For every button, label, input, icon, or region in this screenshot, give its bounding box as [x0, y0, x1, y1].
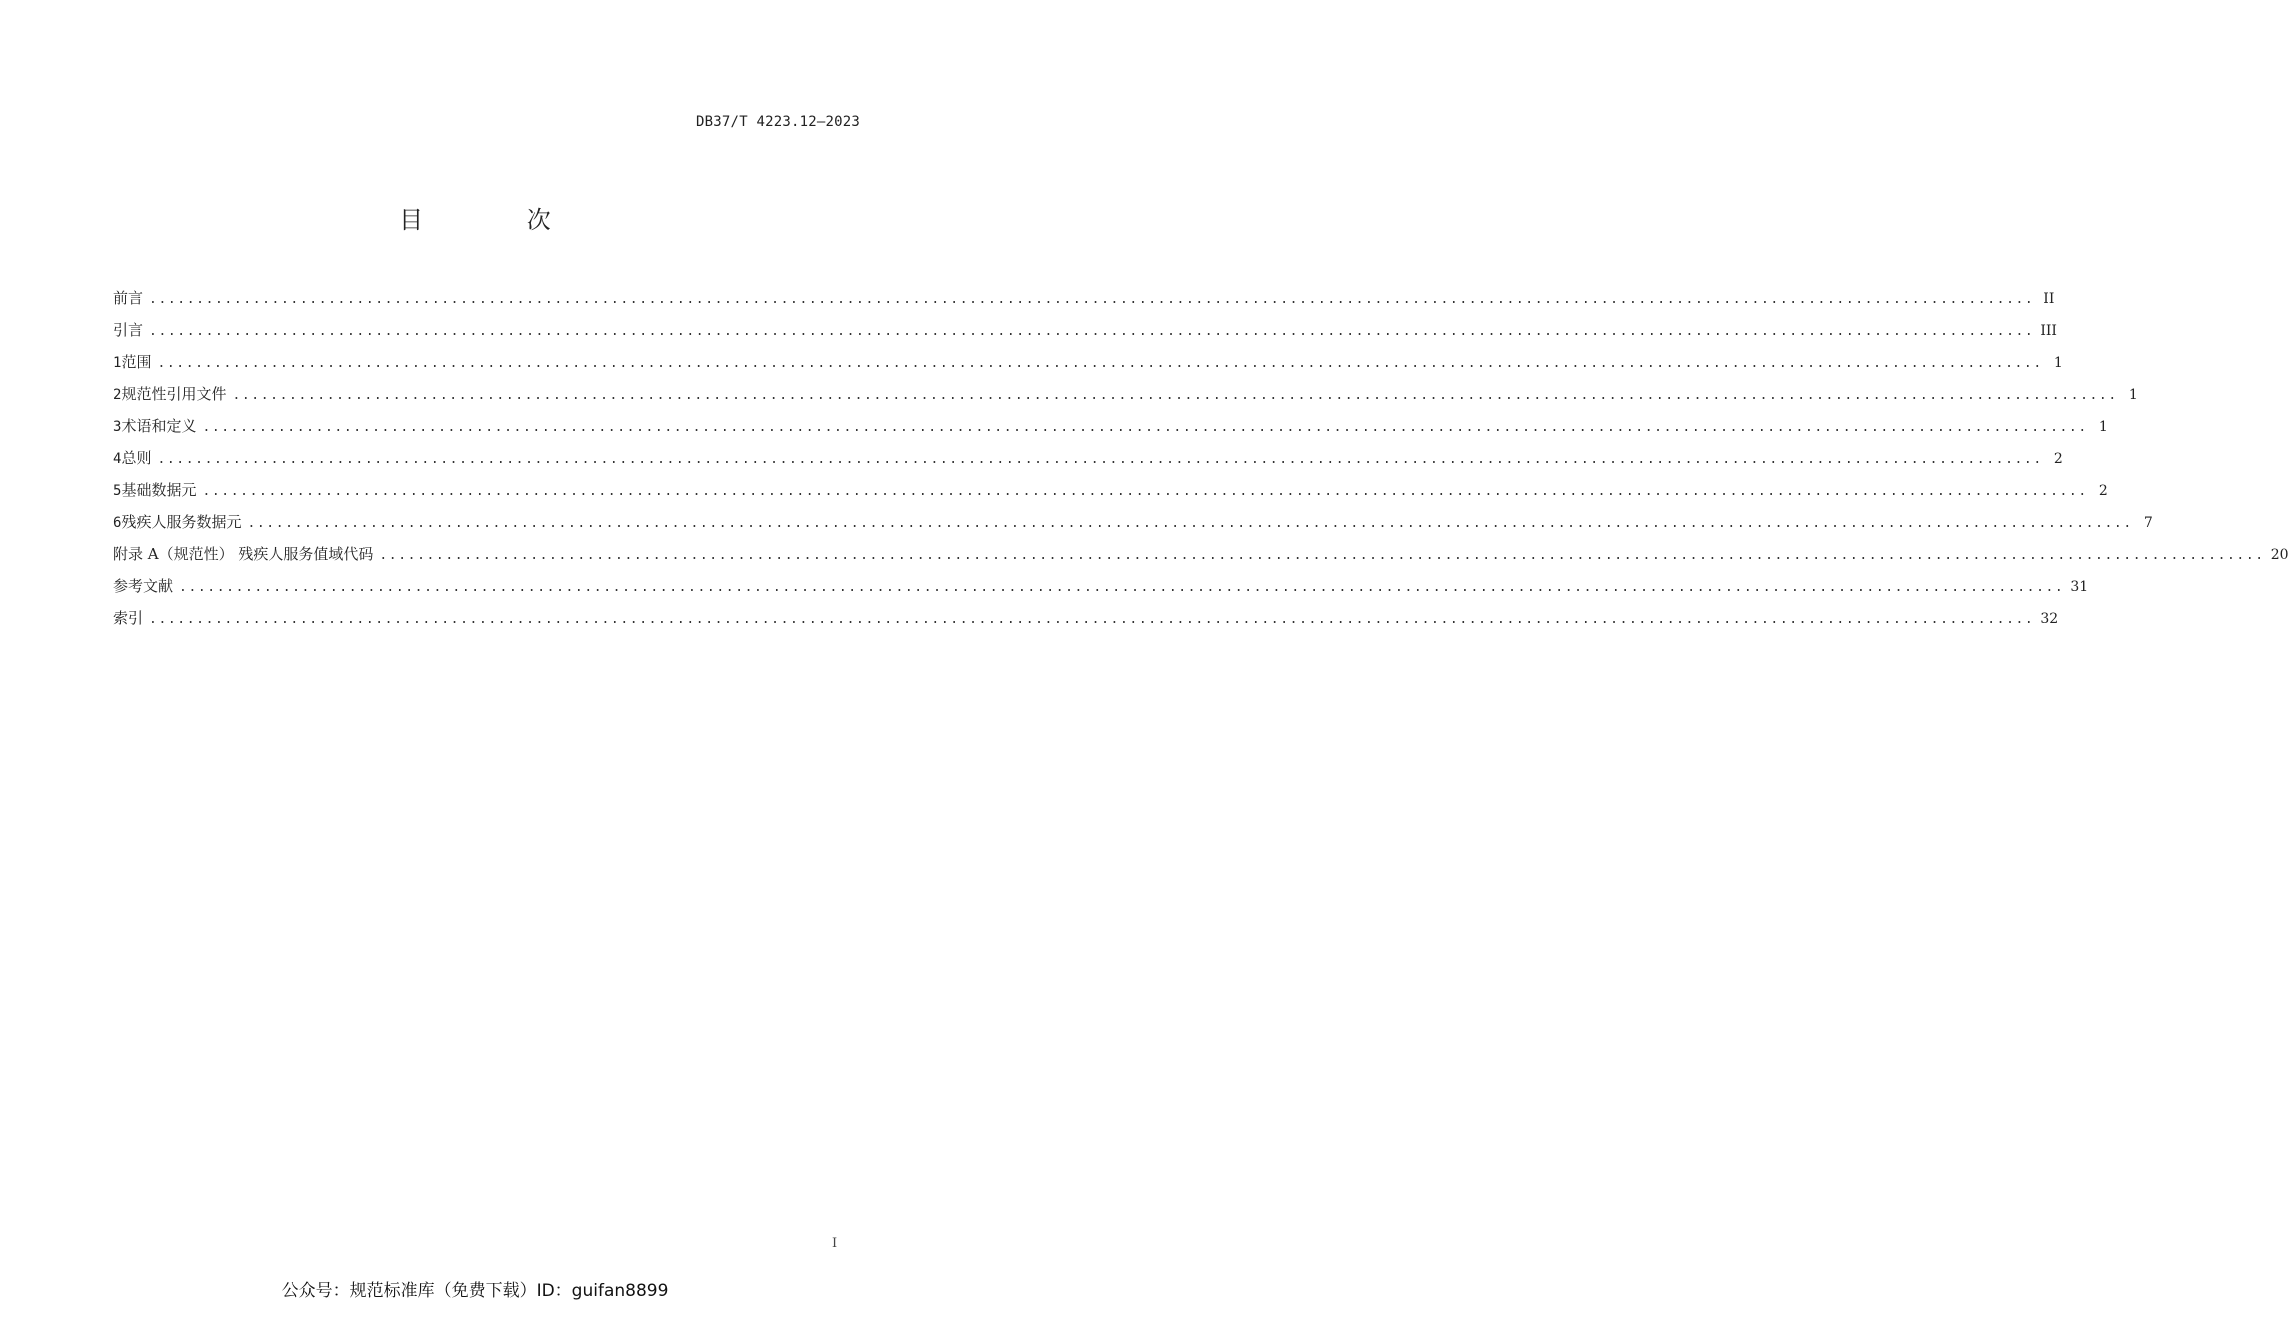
dot-leader: ........................................................................................................................................................................................................: [379, 548, 2265, 563]
dot-leader: ........................................................................................................................................................................................................: [202, 484, 2088, 499]
toc-entry-label: 规范性引用文件: [121, 385, 227, 403]
toc-entry-page: 1: [2098, 419, 2108, 435]
toc-entry-label: 索引: [113, 609, 144, 627]
dot-leader: ........................................................................................................................................................................................................: [157, 356, 2043, 371]
toc-entry-page: III: [2040, 323, 2057, 339]
dot-leader: ........................................................................................................................................................................................................: [157, 452, 2043, 467]
toc-entry-number: 1: [113, 355, 122, 371]
dot-leader: ........................................................................................................................................................................................................: [179, 580, 2065, 595]
toc-entry-page: 2: [2098, 483, 2108, 499]
toc-entry-bibliography[interactable]: [113, 574, 2089, 606]
toc-entry-general[interactable]: [113, 446, 2063, 478]
toc-entry-foreword[interactable]: [113, 286, 2055, 318]
toc-entry-page: 1: [2128, 387, 2138, 403]
page-title: 目 次: [399, 206, 599, 234]
toc-entry-basic-data-elements[interactable]: [113, 478, 2108, 510]
toc-entry-page: 20: [2270, 547, 2289, 563]
dot-leader: ........................................................................................................................................................................................................: [247, 516, 2133, 531]
dot-leader: ........................................................................................................................................................................................................: [149, 292, 2035, 307]
toc-entry-page: 1: [2053, 355, 2063, 371]
toc-entry-page: 7: [2143, 515, 2153, 531]
table-of-contents: [113, 286, 2289, 638]
toc-entry-index[interactable]: [113, 606, 2059, 638]
toc-entry-label: 范围: [121, 353, 152, 371]
watermark-text: 公众号：规范标准库（免费下载）ID：guifan8899: [281, 1281, 669, 1301]
toc-entry-normative-references[interactable]: [113, 382, 2138, 414]
toc-entry-introduction[interactable]: [113, 318, 2057, 350]
dot-leader: ........................................................................................................................................................................................................: [149, 324, 2035, 339]
toc-entry-page: II: [2043, 291, 2055, 307]
document-code: DB37/T 4223.12—2023: [696, 114, 860, 130]
toc-entry-page: 32: [2040, 611, 2059, 627]
toc-entry-label: 基础数据元: [121, 481, 197, 499]
toc-entry-page: 31: [2070, 579, 2089, 595]
toc-entry-number: 3: [113, 419, 122, 435]
toc-entry-label: 引言: [113, 321, 144, 339]
toc-entry-terms-definitions[interactable]: [113, 414, 2108, 446]
dot-leader: ........................................................................................................................................................................................................: [232, 388, 2118, 403]
dot-leader: ........................................................................................................................................................................................................: [149, 612, 2035, 627]
page-number: I: [832, 1236, 838, 1251]
toc-entry-label: 残疾人服务数据元: [121, 513, 242, 531]
toc-entry-number: 5: [113, 483, 122, 499]
toc-entry-service-data-elements[interactable]: [113, 510, 2153, 542]
toc-entry-label: 参考文献: [113, 577, 174, 595]
toc-entry-appendix-a[interactable]: [113, 542, 2289, 574]
toc-entry-page: 2: [2053, 451, 2063, 467]
toc-entry-number: 6: [113, 515, 122, 531]
toc-entry-label: 前言: [113, 289, 144, 307]
dot-leader: ........................................................................................................................................................................................................: [202, 420, 2088, 435]
toc-entry-number: 2: [113, 387, 122, 403]
toc-entry-number: 4: [113, 451, 122, 467]
toc-entry-label: 附录 A（规范性） 残疾人服务值域代码: [113, 545, 374, 563]
toc-entry-scope[interactable]: [113, 350, 2063, 382]
toc-entry-label: 术语和定义: [121, 417, 197, 435]
toc-entry-label: 总则: [121, 449, 152, 467]
